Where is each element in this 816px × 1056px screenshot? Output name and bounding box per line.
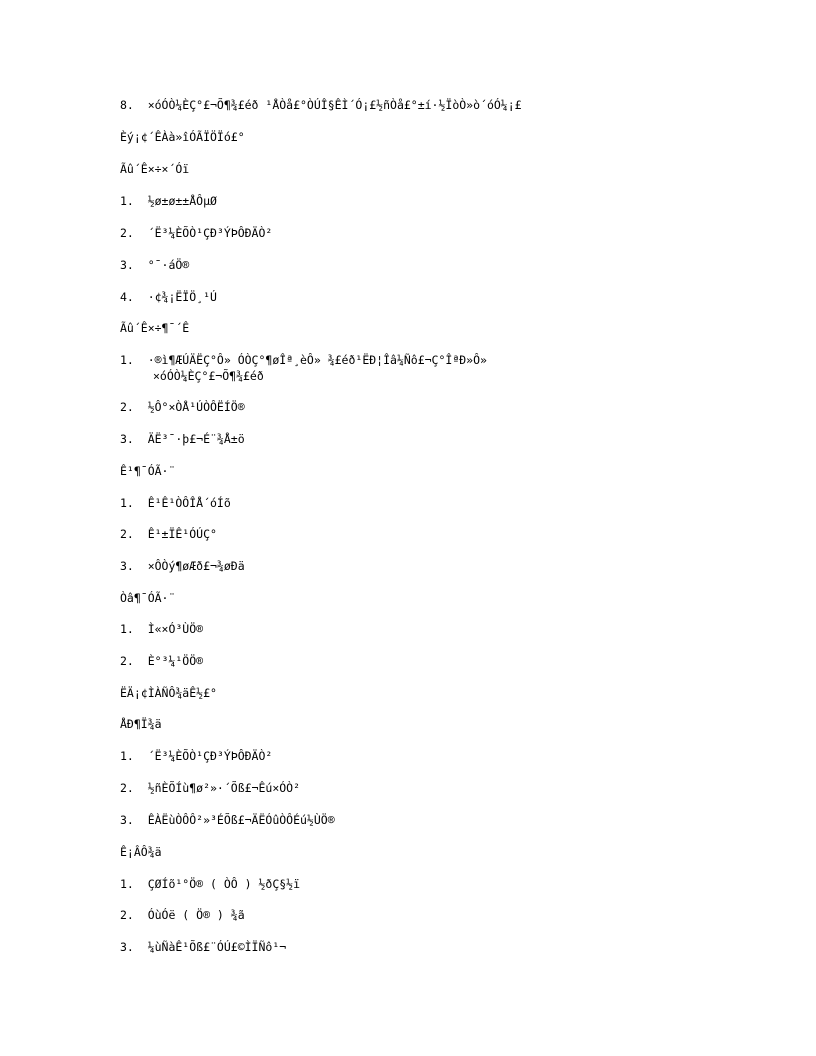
- list-item: 1. ·®ì¶ÆÚÄËÇ°Ô» ÓÒÇ°¶øÎª¸èÔ» ¾£éð¹ËÐ¦Îâ¼Ñô£¬Ç°ÎªÐ»Ô»: [120, 353, 487, 367]
- list-item: 2. Ê¹±ÏÊ¹ÓÚÇ°: [120, 527, 217, 541]
- list-item: 1. Ì«×Ó³ÙÖ®: [120, 622, 204, 636]
- list-item: 1. ÇØÍõ¹°Ö® ( ÒÔ ) ½ðÇ§½ï: [120, 877, 301, 891]
- list-item: 3. °¯·áÖ®: [120, 258, 190, 272]
- list-item: 1. ½ø±ø±±ÅÔµØ: [120, 194, 217, 208]
- subsection-heading-3: Ê¹¶¯ÓÃ·¨: [120, 464, 176, 478]
- list-item: 2. ½Ô°×ÒÅ¹ÚÒÔËÍÖ®: [120, 400, 245, 414]
- subsection-heading-5: ÅÐ¶Ï¾ä: [120, 717, 162, 731]
- list-item: 2. ´Ë³¼ÈÕÒ¹ÇÐ³ÝÞÔÐÄÒ²: [120, 226, 273, 240]
- text-line-1: 8. ×óÓÒ¼ÈÇ°£¬Õ¶¾£éð ¹ÅÒå£°ÒÚÎ§ÊÌ´Ó¡£½ñÒå£°±í·½ÏòÒ»ò´óÓ¼¡£: [120, 98, 522, 112]
- subsection-heading-4: Òâ¶¯ÓÃ·¨: [120, 591, 176, 605]
- section-heading-1: Èý¡¢´ÊÀà»îÓÃÏÖÏó£°: [120, 130, 245, 144]
- list-item-continuation: ×óÓÒ¼ÈÇ°£¬Õ¶¾£éð: [153, 369, 264, 383]
- list-item: 3. ×ÔÒý¶øÆð£¬¾øÐä: [120, 559, 245, 573]
- list-item: 2. ÓùÓë ( Ö® ) ¾ã: [120, 908, 245, 922]
- subsection-heading-1: Ãû´Ê×÷×´Óï: [120, 162, 190, 176]
- subsection-heading-2: Ãû´Ê×÷¶¯´Ê: [120, 321, 190, 335]
- list-item: 4. ·¢¾¡ËÏÖ¸¹Ú: [120, 290, 217, 304]
- list-item: 1. ´Ë³¼ÈÕÒ¹ÇÐ³ÝÞÔÐÄÒ²: [120, 749, 273, 763]
- section-heading-2: ËÄ¡¢ÌÀÑÔ¾äÊ½£°: [120, 686, 217, 700]
- list-item: 2. È°³¼¹ÖÖ®: [120, 654, 204, 668]
- list-item: 2. ½ñÈÕÍù¶ø²»·´Õß£¬Êú×ÓÒ²: [120, 781, 301, 795]
- subsection-heading-6: Ê¡ÂÔ¾ä: [120, 845, 162, 859]
- list-item: 3. ¼ùÑàÊ¹Õß£¨ÓÚ£©ÌÏÑô¹¬: [120, 940, 287, 954]
- list-item: 1. Ê¹Ê¹ÒÔÎÅ´óÍõ: [120, 496, 231, 510]
- list-item: 3. ÄË³¯·þ£¬É¨¾Å±ö: [120, 432, 245, 446]
- list-item: 3. ÊÀËùÒÔÔ²»³ÉÕß£¬ÄËÓûÒÔÉú½ÙÖ®: [120, 813, 335, 827]
